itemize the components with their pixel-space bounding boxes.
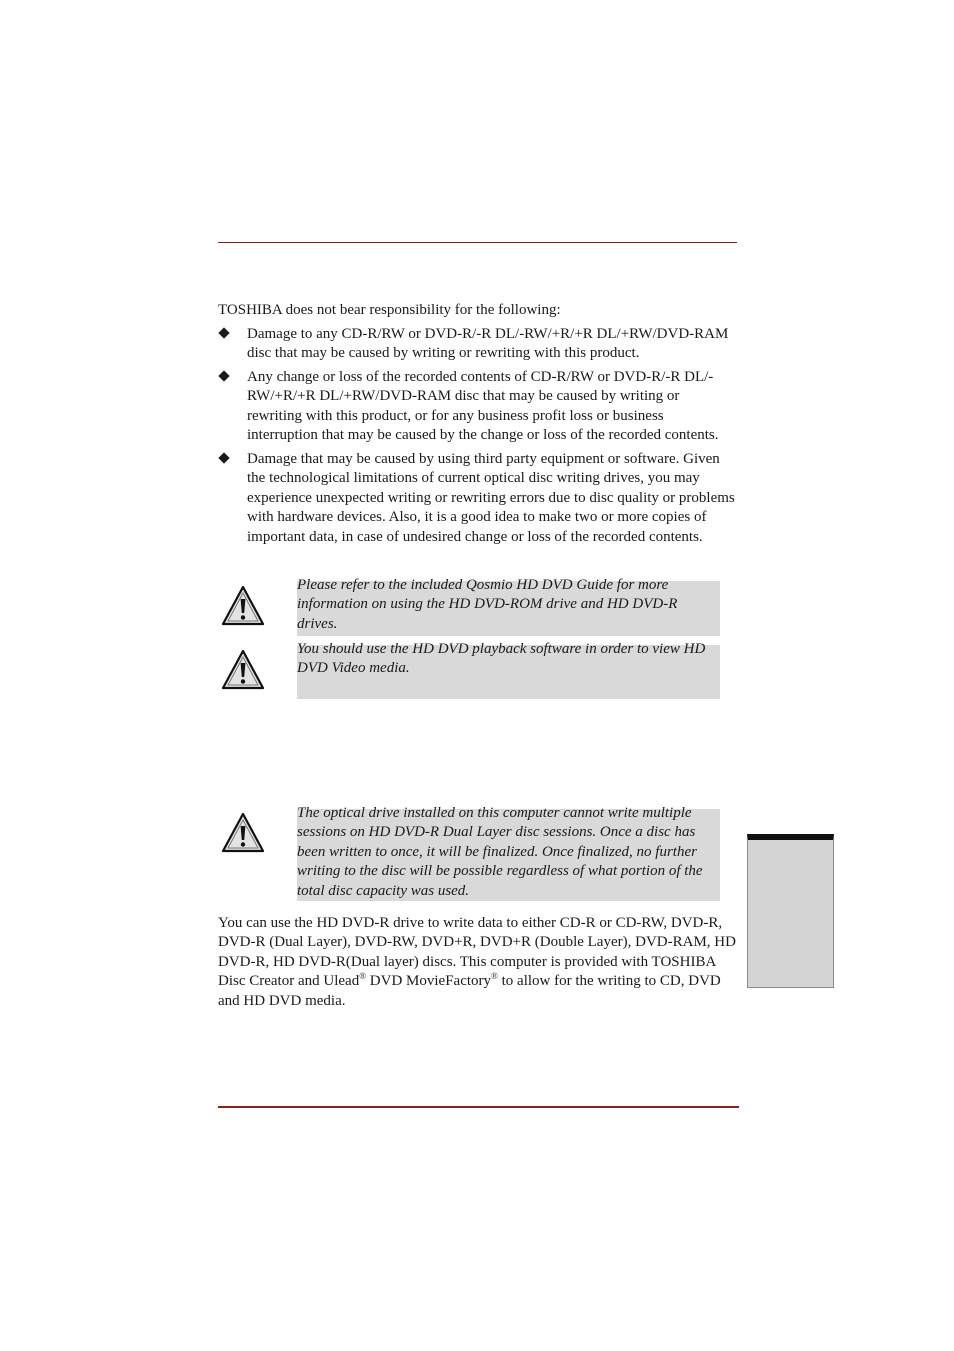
intro-text: TOSHIBA does not bear responsibility for the following: [218,302,561,318]
registered-mark: ® [491,971,498,982]
diamond-bullet-icon [218,452,229,463]
paragraph-part: to allow for the writing to CD, DVD and HD DVD media. [218,973,721,1009]
note-box [297,641,720,699]
note-text: Please refer to the included Qosmio HD DVD Guide for more information on using the HD DVD-ROM drive and HD DVD-R drives. [297,577,678,632]
diamond-bullet-icon [218,327,229,338]
bullet-text: Any change or loss of the recorded contents of CD-R/RW or DVD-R/-R DL/-RW/+R/+R DL/+RW/DVD-RAM disc that may be caused by writing or rewriting with this product, or for any business profit loss or business interruption that may be caused by the change or loss of the recorded contents. [247,369,719,444]
note-text: The optical drive installed on this computer cannot write multiple sessions on HD DVD-R Dual Layer disc sessions. Once a disc has been written to once, it will be finalized. Once finalized, no further writing to the disc will be possible regardless of what portion of the total disc capacity was used. [297,805,703,899]
header-rule [218,242,737,243]
registered-mark: ® [359,971,367,982]
note-box [297,805,720,901]
paragraph-part: You can use the HD DVD-R drive to write data to either CD-R or CD-RW, DVD-R, DVD-R (Dual Layer), DVD-RW, DVD+R, DVD+R (Double Layer), DVD-RAM, HD DVD-R, HD DVD-R(Dual layer) discs. This computer is provided with TOSHIBA Disc Creator and Ulead [218,915,736,990]
warning-triangle-icon [221,812,265,854]
warning-triangle-icon [221,649,265,691]
note-box [297,577,720,636]
bullet-text: Damage to any CD-R/RW or DVD-R/-R DL/-RW/+R/+R DL/+RW/DVD-RAM disc that may be caused by writing or rewriting with this product. [247,326,729,362]
chapter-side-tab [747,834,834,988]
bullet-text: Damage that may be caused by using third party equipment or software. Given the technological limitations of current optical disc writing drives, you may experience unexpected writing or rewriting errors due to disc quality or problems with hardware devices. Also, it is a good idea to make two or more copies of important data, in case of undesired change or loss of the recorded contents. [247,451,735,545]
diamond-bullet-icon [218,370,229,381]
body-paragraph [218,914,738,1011]
footer-rule [218,1106,739,1108]
warning-triangle-icon [221,585,265,627]
paragraph-part: DVD MovieFactory [366,973,492,990]
note-text: You should use the HD DVD playback software in order to view HD DVD Video media. [297,641,706,677]
